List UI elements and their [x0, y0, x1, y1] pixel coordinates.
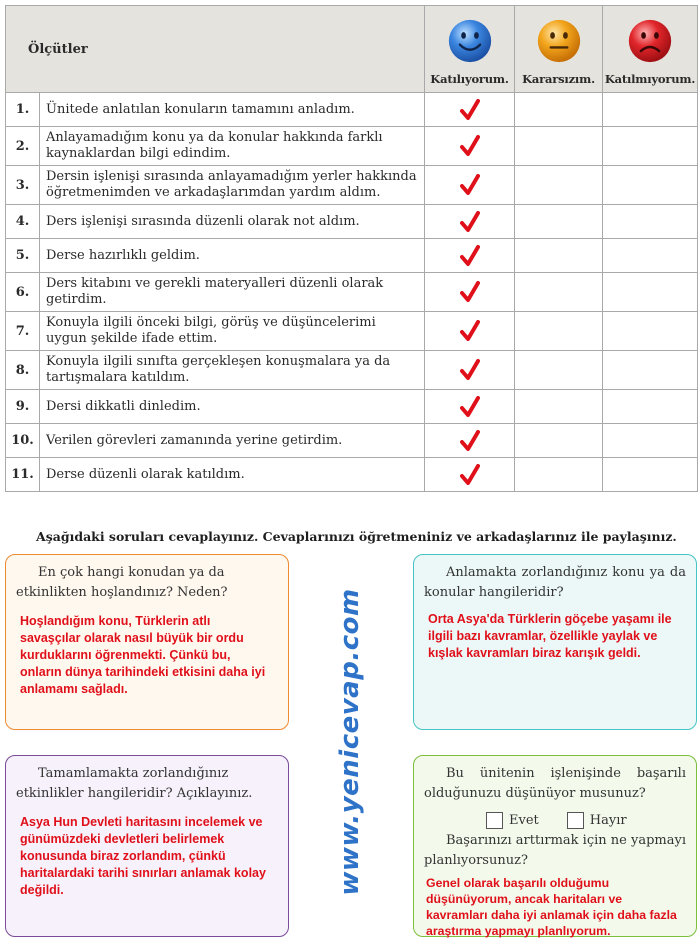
difficult-activity-answer[interactable]: Asya Hun Devleti haritasını incelemek ve günümüzdeki devletleri belirlemek konusunda biraz zorlandım, çünkü haritalardaki tarihi sınırları anlamak kolay değildi. [20, 815, 266, 897]
row-criterion: Ders işlenişi sırasında düzenli olarak not aldım. [40, 205, 425, 239]
table-row [6, 93, 698, 127]
yes-checkbox[interactable] [486, 812, 503, 829]
agree-cell[interactable] [425, 127, 515, 166]
undecided-cell[interactable] [515, 93, 603, 127]
table-row [6, 239, 698, 273]
neutral-face-icon [536, 18, 582, 64]
row-criterion: Konuyla ilgili önceki bilgi, görüş ve düşüncelerimi uygun şekilde ifade ettim. [40, 312, 425, 351]
checkmark-icon [460, 395, 480, 419]
agree-cell[interactable] [425, 424, 515, 458]
favorite-topic-box [5, 554, 289, 730]
undecided-cell[interactable] [515, 390, 603, 424]
row-criterion: Ünitede anlatılan konuların tamamını anladım. [40, 93, 425, 127]
disagree-cell[interactable] [603, 273, 698, 312]
criteria-header: Ölçütler [6, 6, 425, 93]
checkmark-icon [460, 244, 480, 268]
difficult-topic-box [413, 554, 697, 730]
improvement-question: Başarınızı arttırmak için ne yapmayı planlıyorsunuz? [424, 833, 686, 868]
column-undecided-label: Kararsızım. [522, 72, 595, 86]
disagree-cell[interactable] [603, 205, 698, 239]
column-agree-label: Katılıyorum. [430, 72, 509, 86]
difficult-activity-question: Tamamlamakta zorlandığınız etkinlikler hangileridir? Açıklayınız. [16, 766, 253, 801]
checkmark-icon [460, 463, 480, 487]
sad-face-icon [627, 18, 673, 64]
disagree-cell[interactable] [603, 166, 698, 205]
table-row [6, 205, 698, 239]
smiling-face-icon [447, 18, 493, 64]
table-row [6, 458, 698, 492]
agree-cell[interactable] [425, 239, 515, 273]
column-undecided [515, 6, 603, 93]
row-number: 6. [6, 273, 40, 312]
disagree-cell[interactable] [603, 424, 698, 458]
row-criterion: Anlayamadığım konu ya da konular hakkında farklı kaynaklardan bilgi edindim. [40, 127, 425, 166]
agree-cell[interactable] [425, 312, 515, 351]
undecided-cell[interactable] [515, 239, 603, 273]
agree-cell[interactable] [425, 93, 515, 127]
disagree-cell[interactable] [603, 390, 698, 424]
checkmark-icon [460, 98, 480, 122]
disagree-cell[interactable] [603, 312, 698, 351]
row-number: 3. [6, 166, 40, 205]
undecided-cell[interactable] [515, 273, 603, 312]
row-number: 5. [6, 239, 40, 273]
undecided-cell[interactable] [515, 166, 603, 205]
row-criterion: Verilen görevleri zamanında yerine getirdim. [40, 424, 425, 458]
row-criterion: Dersi dikkatli dinledim. [40, 390, 425, 424]
table-header-row [6, 6, 698, 93]
row-number: 1. [6, 93, 40, 127]
table-row [6, 351, 698, 390]
row-criterion: Dersin işlenişi sırasında anlayamadığım yerler hakkında öğretmenimden ve arkadaşlarımdan yardım aldım. [40, 166, 425, 205]
checkmark-icon [460, 319, 480, 343]
row-criterion: Konuyla ilgili sınıfta gerçekleşen konuşmalara ya da tartışmalara katıldım. [40, 351, 425, 390]
agree-cell[interactable] [425, 205, 515, 239]
checkmark-icon [460, 358, 480, 382]
table-row [6, 312, 698, 351]
table-row [6, 273, 698, 312]
disagree-cell[interactable] [603, 239, 698, 273]
success-box [413, 755, 697, 937]
table-row [6, 127, 698, 166]
row-number: 11. [6, 458, 40, 492]
checkmark-icon [460, 210, 480, 234]
row-number: 9. [6, 390, 40, 424]
disagree-cell[interactable] [603, 351, 698, 390]
yes-label: Evet [509, 813, 539, 828]
agree-cell[interactable] [425, 273, 515, 312]
checkmark-icon [460, 429, 480, 453]
difficult-activity-box [5, 755, 289, 937]
disagree-cell[interactable] [603, 93, 698, 127]
no-label: Hayır [589, 813, 627, 828]
row-criterion: Ders kitabını ve gerekli materyalleri düzenli olarak getirdim. [40, 273, 425, 312]
yes-option[interactable] [486, 812, 539, 829]
undecided-cell[interactable] [515, 424, 603, 458]
no-option[interactable] [567, 812, 627, 829]
agree-cell[interactable] [425, 390, 515, 424]
column-agree [425, 6, 515, 93]
undecided-cell[interactable] [515, 351, 603, 390]
self-assessment-table [5, 5, 698, 492]
agree-cell[interactable] [425, 351, 515, 390]
column-disagree [603, 6, 698, 93]
row-number: 8. [6, 351, 40, 390]
column-disagree-label: Katılmıyorum. [604, 72, 696, 86]
success-question: Bu ünitenin işlenişinde başarılı olduğunuzu düşünüyor musunuz? [424, 766, 686, 801]
watermark: www.yenicevap.com [335, 588, 365, 896]
row-number: 10. [6, 424, 40, 458]
agree-cell[interactable] [425, 166, 515, 205]
undecided-cell[interactable] [515, 127, 603, 166]
table-row [6, 390, 698, 424]
disagree-cell[interactable] [603, 127, 698, 166]
improvement-answer[interactable]: Genel olarak başarılı olduğumu düşünüyorum, ancak haritaları ve kavramları daha iyi anlamak için daha fazla araştırma yapmayı planlıyorum. [426, 876, 677, 938]
row-criterion: Derse hazırlıklı geldim. [40, 239, 425, 273]
table-row [6, 424, 698, 458]
yes-no-choices [486, 812, 686, 829]
favorite-topic-answer[interactable]: Hoşlandığım konu, Türklerin atlı savaşçılar olarak nasıl büyük bir ordu kurduklarını öğrenmekti. Çünkü bu, onların dünya tarihindeki etkisini daha iyi anlamamı sağladı. [20, 614, 266, 696]
undecided-cell[interactable] [515, 458, 603, 492]
instruction-text: Aşağıdaki soruları cevaplayınız. Cevaplarınızı öğretmeniniz ve arkadaşlarınız ile paylaşınız. [36, 529, 677, 544]
table-row [6, 166, 698, 205]
checkmark-icon [460, 134, 480, 158]
undecided-cell[interactable] [515, 205, 603, 239]
no-checkbox[interactable] [567, 812, 584, 829]
favorite-topic-question: En çok hangi konudan ya da etkinlikten hoşlandınız? Neden? [16, 565, 228, 600]
disagree-cell[interactable] [603, 458, 698, 492]
row-number: 7. [6, 312, 40, 351]
undecided-cell[interactable] [515, 312, 603, 351]
agree-cell[interactable] [425, 458, 515, 492]
row-number: 2. [6, 127, 40, 166]
difficult-topic-answer[interactable]: Orta Asya'da Türklerin göçebe yaşamı ile ilgili bazı kavramlar, özellikle yaylak ve kışlak kavramları biraz karışık geldi. [428, 612, 672, 660]
checkmark-icon [460, 280, 480, 304]
row-criterion: Derse düzenli olarak katıldım. [40, 458, 425, 492]
checkmark-icon [460, 173, 480, 197]
row-number: 4. [6, 205, 40, 239]
difficult-topic-question: Anlamakta zorlandığınız konu ya da konular hangileridir? [424, 565, 686, 600]
